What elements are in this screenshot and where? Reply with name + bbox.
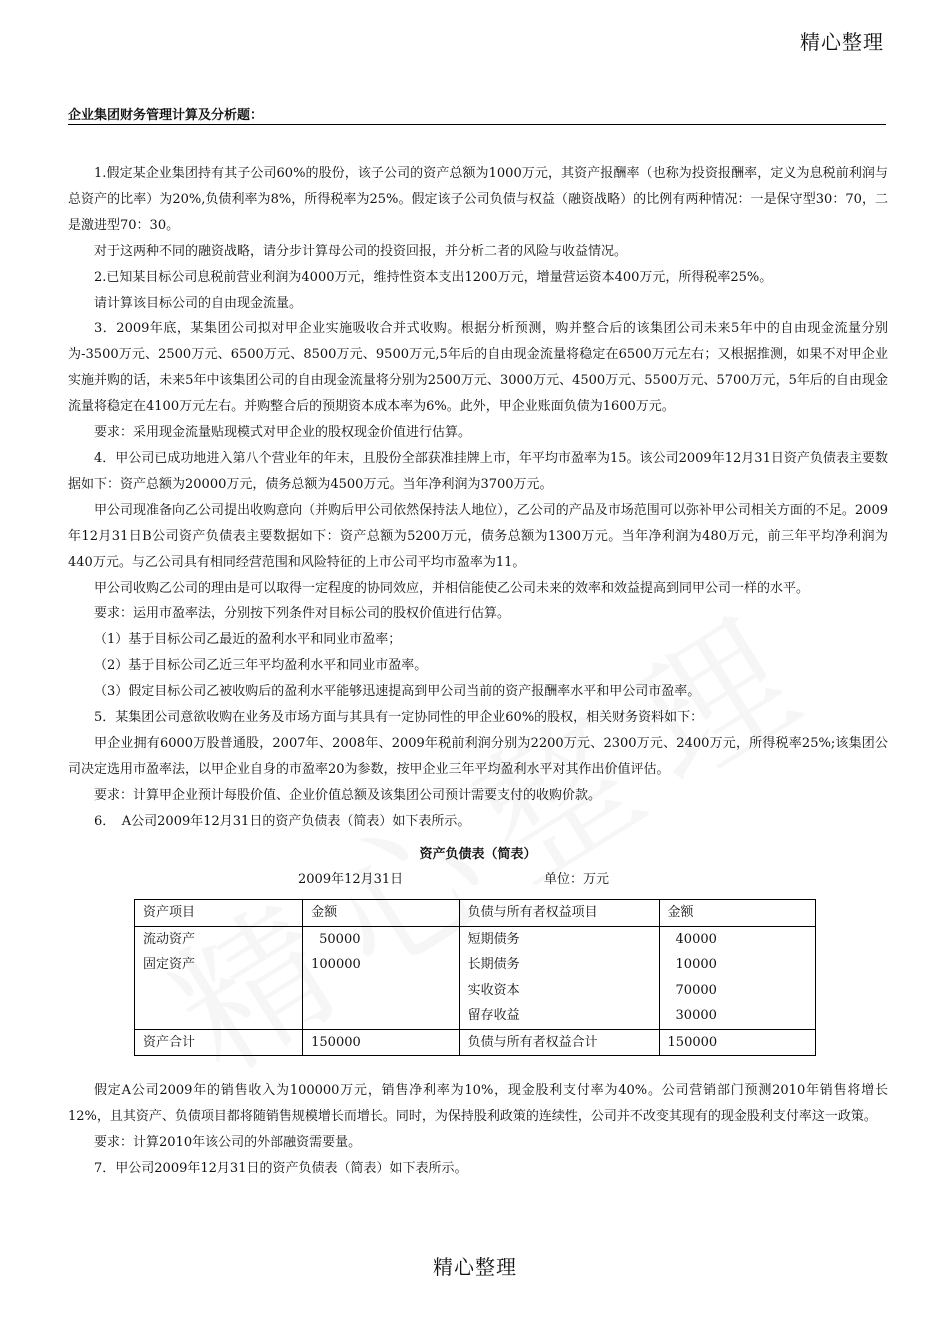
asset-amounts-cell	[303, 926, 459, 1029]
paragraph: （2）基于目标公司乙近三年平均盈利水平和同业市盈率。	[94, 658, 428, 674]
liability-amount: 40000	[675, 931, 717, 947]
paragraph: 甲公司收购乙公司的理由是可以取得一定程度的协同效应，并相信能使乙公司未来的效率和效益提高到同甲公司一样的水平。	[94, 580, 810, 596]
paragraph: 1.假定某企业集团持有其子公司60%的股份，该子公司的资产总额为1000万元，其资产报酬率（也称为投资报酬率，定义为息税前利润与总资产的比率）为20%,负债利率为8%，所得税率为25%。假定该子公司负债与权益（融资战略）的比例有两种情况：一是保守型30：70，二是激进型70：30。	[68, 166, 888, 233]
paragraph: 甲公司现准备向乙公司提出收购意向（并购后甲公司依然保持法人地位），乙公司的产品及市场范围可以弥补甲公司相关方面的不足。2009年12月31日B公司资产负债表主要数据如下：资产总额为5200万元，债务总额为1300万元。当年净利润为480万元，前三年平均净利润为440万元。与乙公司具有相同经营范围和风险特征的上市公司平均市盈率为11。	[68, 502, 888, 570]
table-total-row	[135, 1029, 816, 1056]
total-liability-label: 负债与所有者权益合计	[459, 1029, 659, 1056]
paragraph: 假定A公司2009年的销售收入为100000万元，销售净利率为10%，现金股利支付率为40%。公司营销部门预测2010年销售将增长12%，且其资产、负债项目都将随销售规模增长而增长。同时，为保持股利政策的连续性，公司并不改变其现有的现金股利支付率这一政策。	[68, 1083, 888, 1124]
paragraph: 要求：计算甲企业预计每股价值、企业价值总额及该集团公司预计需要支付的收购价款。	[94, 787, 602, 803]
total-liability-amount: 150000	[659, 1029, 815, 1056]
asset-item: 固定资产	[143, 957, 196, 973]
column-header: 金额	[303, 899, 459, 926]
page-footer: 精心整理	[433, 1255, 517, 1279]
asset-items-cell	[135, 926, 303, 1029]
asset-amount: 50000	[319, 931, 361, 947]
table-row	[135, 926, 816, 1029]
document-body	[68, 161, 888, 1182]
liability-item: 长期债务	[467, 957, 520, 973]
liability-amount: 10000	[675, 957, 717, 973]
column-header: 金额	[659, 899, 815, 926]
liability-amount: 70000	[675, 982, 717, 998]
paragraph: 对于这两种不同的融资战略，请分步计算母公司的投资回报，并分析二者的风险与收益情况。	[94, 243, 628, 259]
paragraph: 5．某集团公司意欲收购在业务及市场方面与其具有一定协同性的甲企业60%的股权，相关财务资料如下：	[94, 710, 704, 726]
liability-amount: 30000	[675, 1008, 717, 1024]
paragraph: 4．甲公司已成功地进入第八个营业年的年末，且股份全部获准挂牌上市，年平均市盈率为15。该公司2009年12月31日资产负债表主要数据如下：资产总额为20000万元，债务总额为4500万元。当年净利润为3700万元。	[68, 450, 888, 492]
table-date: 2009年12月31日	[298, 871, 404, 887]
document-title: 企业集团财务管理计算及分析题：	[68, 104, 886, 125]
liability-item: 留存收益	[467, 1008, 520, 1024]
liability-item: 实收资本	[467, 982, 520, 998]
paragraph: 要求：计算2010年该公司的外部融资需要量。	[94, 1134, 362, 1150]
paragraph: 要求：运用市盈率法，分别按下列条件对目标公司的股权价值进行估算。	[94, 606, 511, 622]
liability-item: 短期债务	[467, 931, 520, 947]
paragraph: 请计算该目标公司的自由现金流量。	[94, 295, 303, 311]
total-asset-amount: 150000	[303, 1029, 459, 1056]
paragraph: 6． A公司2009年12月31日的资产负债表（简表）如下表所示。	[94, 813, 471, 829]
column-header: 负债与所有者权益项目	[459, 899, 659, 926]
paragraph: 甲企业拥有6000万股普通股，2007年、2008年、2009年税前利润分别为2200万元、2300万元、2400万元，所得税率25%;该集团公司决定选用市盈率法，以甲企业自身的市盈率20为参数，按甲企业三年平均盈利水平对其作出价值评估。	[68, 735, 888, 777]
balance-sheet-table	[134, 899, 816, 1057]
total-asset-label: 资产合计	[135, 1029, 303, 1056]
paragraph: 3．2009年底，某集团公司拟对甲企业实施吸收合并式收购。根据分析预测，购并整合后的该集团公司未来5年中的自由现金流量分别为-3500万元、2500万元、6500万元、8500万元、9500万元,5年后的自由现金流量将稳定在6500万元左右；又根据推测，如果不对甲企业实施并购的话，未来5年中该集团公司的自由现金流量将分别为2500万元、3000万元、4500万元、5500万元、5700万元，5年后的自由现金流量将稳定在4100万元左右。并购整合后的预期资本成本率为6%。此外，甲企业账面负债为1600万元。	[68, 321, 888, 415]
paragraph: 2.已知某目标公司息税前营业利润为4000万元，维持性资本支出1200万元，增量营运资本400万元，所得税率25%。	[94, 269, 773, 285]
table-header-row	[135, 899, 816, 926]
paragraph: 7．甲公司2009年12月31日的资产负债表（简表）如下表所示。	[94, 1160, 468, 1176]
table-subtitle	[68, 867, 888, 893]
asset-item: 流动资产	[143, 931, 196, 947]
liability-items-cell	[459, 926, 659, 1029]
paragraph: 要求：采用现金流量贴现模式对甲企业的股权现金价值进行估算。	[94, 425, 472, 441]
asset-amount: 100000	[311, 957, 361, 973]
table-unit: 单位：万元	[544, 871, 610, 887]
column-header: 资产项目	[135, 899, 303, 926]
paragraph: （3）假定目标公司乙被收购后的盈利水平能够迅速提高到甲公司当前的资产报酬率水平和甲公司市盈率。	[94, 684, 701, 700]
page-header: 精心整理	[800, 30, 884, 54]
table-title: 资产负债表（简表）	[419, 846, 537, 862]
liability-amounts-cell	[659, 926, 815, 1029]
paragraph: （1）基于目标公司乙最近的盈利水平和同业市盈率；	[94, 632, 402, 648]
